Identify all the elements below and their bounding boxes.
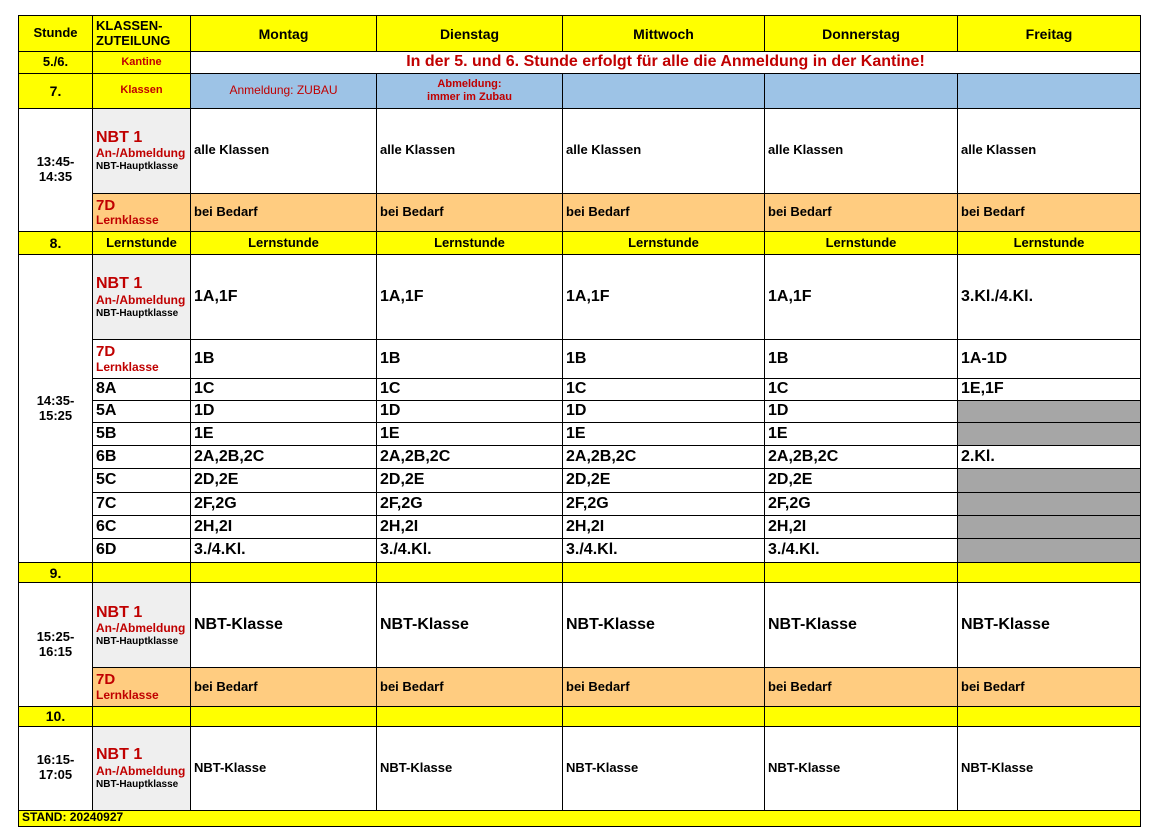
period-8: 8. (19, 232, 93, 255)
class-label: 6B (93, 446, 191, 469)
class-label: 6D (93, 539, 191, 563)
block8-time-end: 15:25 (38, 407, 73, 423)
lern-sub: Lernklasse (96, 213, 159, 228)
nbt-sub2: NBT-Hauptklasse (96, 778, 179, 790)
footer-row (19, 810, 1141, 826)
block8-nbt-mon: 1A,1F (191, 255, 377, 340)
label-lernstunde: Lernstunde (93, 232, 191, 255)
nbt-title: NBT 1 (96, 603, 143, 621)
block8-class-row (19, 515, 1141, 538)
abmeldung-line1: Abmeldung: (437, 78, 502, 91)
block10-time-start: 16:15- (36, 752, 75, 768)
block8-time (19, 255, 93, 563)
gray-empty-cell (958, 469, 1141, 492)
yellow-empty-cell (93, 563, 191, 583)
block8-nbt-thu: 1A,1F (765, 255, 958, 340)
header-row (19, 16, 1141, 52)
block9-time-start: 15:25- (36, 628, 75, 644)
class-cell: 2H,2I (765, 515, 958, 538)
lern-sub: Lernklasse (96, 687, 159, 702)
class-cell: 1C (191, 378, 377, 400)
period-9: 9. (19, 563, 93, 583)
header-day-freitag: Freitag (958, 16, 1141, 52)
header-day-montag: Montag (191, 16, 377, 52)
block7-nbt-thu: alle Klassen (765, 108, 958, 193)
period-10: 10. (19, 706, 93, 726)
yellow-empty-cell (191, 706, 377, 726)
class-cell: 1D (563, 400, 765, 422)
stand-date: STAND: 20240927 (19, 810, 1141, 826)
blue-empty-cell (958, 73, 1141, 108)
block7-time-end: 14:35 (38, 168, 73, 184)
nbt-sub2: NBT-Hauptklasse (96, 307, 179, 319)
class-cell: 3./4.Kl. (765, 539, 958, 563)
class-cell: 2D,2E (191, 469, 377, 492)
nbt-title: NBT 1 (96, 128, 143, 146)
class-cell: 1D (191, 400, 377, 422)
block9-lern-mon: bei Bedarf (191, 668, 377, 706)
block9-time (19, 583, 93, 706)
gray-empty-cell (958, 422, 1141, 445)
class-label: 6C (93, 515, 191, 538)
block8-nbt-tue: 1A,1F (377, 255, 563, 340)
gray-empty-cell (958, 515, 1141, 538)
class-cell: 2A,2B,2C (765, 446, 958, 469)
block9-lern-thu: bei Bedarf (765, 668, 958, 706)
class-label: 8A (93, 378, 191, 400)
class-label: 7C (93, 492, 191, 515)
class-cell: 1C (377, 378, 563, 400)
lern-title: 7D (96, 343, 116, 361)
block7-nbt-label (93, 108, 191, 193)
class-cell: 2H,2I (563, 515, 765, 538)
block7-lern-label (93, 193, 191, 231)
block9-lern-fri: bei Bedarf (958, 668, 1141, 706)
class-cell: 3./4.Kl. (563, 539, 765, 563)
lernstunde-wed: Lernstunde (563, 232, 765, 255)
block7-nbt-row (19, 108, 1141, 193)
block9-lern-tue: bei Bedarf (377, 668, 563, 706)
abmeldung-zubau (377, 73, 563, 108)
class-cell: 1C (563, 378, 765, 400)
class-cell: 2F,2G (563, 492, 765, 515)
nbt-sub: An-/Abmeldung (96, 763, 186, 778)
block7-lern-fri: bei Bedarf (958, 193, 1141, 231)
block9-nbt-wed: NBT-Klasse (563, 583, 765, 668)
lernstunde-fri: Lernstunde (958, 232, 1141, 255)
block10-nbt-wed: NBT-Klasse (563, 726, 765, 810)
block7-lern-thu: bei Bedarf (765, 193, 958, 231)
header-stunde: Stunde (19, 16, 93, 52)
class-cell: 2F,2G (377, 492, 563, 515)
yellow-empty-cell (93, 706, 191, 726)
class-cell: 1D (377, 400, 563, 422)
block10-nbt-row (19, 726, 1141, 810)
stundenplan-table (18, 15, 1141, 827)
header-day-donnerstag: Donnerstag (765, 16, 958, 52)
class-cell: 3./4.Kl. (377, 539, 563, 563)
class-cell: 2A,2B,2C (191, 446, 377, 469)
lernstunde-thu: Lernstunde (765, 232, 958, 255)
block8-class-row (19, 378, 1141, 400)
class-label: 5C (93, 469, 191, 492)
block8-class-row (19, 400, 1141, 422)
row-period-7 (19, 73, 1141, 108)
nbt-sub2: NBT-Hauptklasse (96, 161, 179, 173)
gray-empty-cell (958, 539, 1141, 563)
row-period-8 (19, 232, 1141, 255)
lernstunde-tue: Lernstunde (377, 232, 563, 255)
row-period-5-6 (19, 52, 1141, 73)
class-cell: 2H,2I (191, 515, 377, 538)
block9-lern-row (19, 668, 1141, 706)
label-klassen: Klassen (93, 73, 191, 108)
block7-time (19, 108, 93, 231)
yellow-empty-cell (191, 563, 377, 583)
gray-empty-cell (958, 492, 1141, 515)
block9-lern-wed: bei Bedarf (563, 668, 765, 706)
yellow-empty-cell (563, 706, 765, 726)
header-klassen-line2: ZUTEILUNG (96, 32, 171, 48)
class-cell: 2H,2I (377, 515, 563, 538)
class-cell: 2D,2E (377, 469, 563, 492)
block8-nbt-row (19, 255, 1141, 340)
class-cell: 2A,2B,2C (563, 446, 765, 469)
block8-class-row (19, 469, 1141, 492)
header-klassenzuteilung (93, 16, 191, 52)
blue-empty-cell (765, 73, 958, 108)
anmeldung-zubau: Anmeldung: ZUBAU (191, 73, 377, 108)
block9-nbt-thu: NBT-Klasse (765, 583, 958, 668)
block7-time-start: 13:45- (36, 154, 75, 170)
block10-time-end: 17:05 (38, 767, 73, 783)
block9-nbt-mon: NBT-Klasse (191, 583, 377, 668)
block9-nbt-label (93, 583, 191, 668)
block10-nbt-label (93, 726, 191, 810)
class-cell: 2A,2B,2C (377, 446, 563, 469)
block7-nbt-mon: alle Klassen (191, 108, 377, 193)
class-cell: 2D,2E (563, 469, 765, 492)
class-cell: 1D (765, 400, 958, 422)
block7-lern-wed: bei Bedarf (563, 193, 765, 231)
block8-nbt-wed: 1A,1F (563, 255, 765, 340)
class-cell: 1E,1F (958, 378, 1141, 400)
block9-nbt-row (19, 583, 1141, 668)
class-cell: 2F,2G (191, 492, 377, 515)
class-cell: 1C (765, 378, 958, 400)
class-label: 5A (93, 400, 191, 422)
block7-nbt-tue: alle Klassen (377, 108, 563, 193)
kantine-note: In der 5. und 6. Stunde erfolgt für alle die Anmeldung in der Kantine! (191, 52, 1141, 73)
row-period-10 (19, 706, 1141, 726)
class-cell: 1E (563, 422, 765, 445)
block8-class-row (19, 446, 1141, 469)
nbt-title: NBT 1 (96, 746, 143, 764)
block8-class-row (19, 422, 1141, 445)
block7-lern-row (19, 193, 1141, 231)
block8-lern-wed: 1B (563, 340, 765, 378)
class-cell: 2.Kl. (958, 446, 1141, 469)
block8-time-start: 14:35- (36, 392, 75, 408)
block7-lern-tue: bei Bedarf (377, 193, 563, 231)
lern-sub: Lernklasse (96, 359, 159, 374)
yellow-empty-cell (377, 706, 563, 726)
block9-nbt-fri: NBT-Klasse (958, 583, 1141, 668)
period-7: 7. (19, 73, 93, 108)
blue-empty-cell (563, 73, 765, 108)
yellow-empty-cell (563, 563, 765, 583)
class-cell: 1E (765, 422, 958, 445)
block8-nbt-fri: 3.Kl./4.Kl. (958, 255, 1141, 340)
header-day-mittwoch: Mittwoch (563, 16, 765, 52)
block7-nbt-wed: alle Klassen (563, 108, 765, 193)
yellow-empty-cell (765, 563, 958, 583)
abmeldung-line2: immer im Zubau (427, 90, 512, 103)
nbt-sub2: NBT-Hauptklasse (96, 635, 179, 647)
class-cell: 2D,2E (765, 469, 958, 492)
block10-time (19, 726, 93, 810)
block8-class-row (19, 539, 1141, 563)
nbt-sub: An-/Abmeldung (96, 292, 186, 307)
class-cell: 1E (191, 422, 377, 445)
label-kantine: Kantine (93, 52, 191, 73)
block8-lern-tue: 1B (377, 340, 563, 378)
block8-class-row (19, 492, 1141, 515)
block7-lern-mon: bei Bedarf (191, 193, 377, 231)
row-period-9 (19, 563, 1141, 583)
nbt-title: NBT 1 (96, 275, 143, 293)
block8-lern-row (19, 340, 1141, 378)
header-klassen-line1: KLASSEN- (96, 17, 163, 33)
block9-lern-label (93, 668, 191, 706)
block10-nbt-mon: NBT-Klasse (191, 726, 377, 810)
block9-nbt-tue: NBT-Klasse (377, 583, 563, 668)
yellow-empty-cell (958, 706, 1141, 726)
block8-lern-fri: 1A-1D (958, 340, 1141, 378)
lern-title: 7D (96, 196, 116, 214)
block7-nbt-fri: alle Klassen (958, 108, 1141, 193)
gray-empty-cell (958, 400, 1141, 422)
class-cell: 3./4.Kl. (191, 539, 377, 563)
period-5-6: 5./6. (19, 52, 93, 73)
lernstunde-mon: Lernstunde (191, 232, 377, 255)
block8-lern-thu: 1B (765, 340, 958, 378)
block8-lern-label (93, 340, 191, 378)
block10-nbt-fri: NBT-Klasse (958, 726, 1141, 810)
block10-nbt-thu: NBT-Klasse (765, 726, 958, 810)
yellow-empty-cell (958, 563, 1141, 583)
yellow-empty-cell (377, 563, 563, 583)
block8-lern-mon: 1B (191, 340, 377, 378)
nbt-sub: An-/Abmeldung (96, 146, 186, 161)
block10-nbt-tue: NBT-Klasse (377, 726, 563, 810)
yellow-empty-cell (765, 706, 958, 726)
class-cell: 2F,2G (765, 492, 958, 515)
class-label: 5B (93, 422, 191, 445)
lern-title: 7D (96, 671, 116, 689)
header-day-dienstag: Dienstag (377, 16, 563, 52)
class-cell: 1E (377, 422, 563, 445)
block8-nbt-label (93, 255, 191, 340)
nbt-sub: An-/Abmeldung (96, 620, 186, 635)
block9-time-end: 16:15 (38, 643, 73, 659)
